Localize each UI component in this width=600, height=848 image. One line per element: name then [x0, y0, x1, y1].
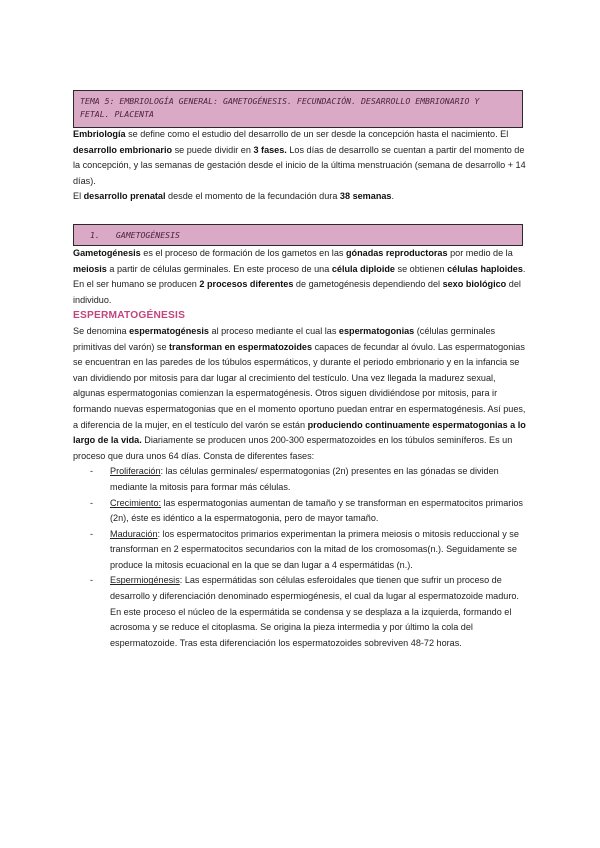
spermatogenesis-heading: ESPERMATOGÉNESIS — [73, 310, 186, 322]
list-item-espermiogenesis: - Espermiogénesis: Las espermátidas son células esferoidales que tienen que sufrir un proceso de desarrollo y diferenciación denominado espermiogénesis, el cual da lugar al espermatozoide maduro. En este proceso el núcleo de la espermátida se condensa y se desplaza a la izquierda, formando el acrosoma y se reduce el citoplasma. Se origina la pieza intermedia y por último la cola del espermatozoide. Tras esta diferenciación los espermatozoides sobreviven 48-72 horas. — [73, 573, 529, 651]
spermatogenesis-paragraph: Se denomina espermatogénesis al proceso mediante el cual las espermatogonias (células germinales primitivas del varón) se transforman en espermatozoides capaces de fecundar al óvulo. Las espermatogonias se encuentran en las paredes de los túbulos espermáticos, y durante el periodo embrionario y en la infancia se van dividiendo por mitosis para dar lugar al crecimiento del testículo. Una vez llegada la madurez sexual, algunas espermatogonias comienzan la espermatogénesis. Otros siguen dividiéndose por mitosis, para ir formando nuevas espermatogonias que en el momento oportuno puedan entrar en espermatogénesis. Así pues, a diferencia de la mujer, en el testículo del varón se están produciendo continuamente espermatogonias a lo largo de la vida. Diariamente se producen unos 200-300 espermatozoides en los túbulos seminíferos. Es un proceso que dura unos 64 días. Consta de diferentes fases: — [73, 325, 526, 461]
list-item-proliferacion: - Proliferación: las células germinales/ espermatogonias (2n) presentes en las gónadas se dividen mediante la mitosis para formar más células. — [73, 464, 529, 495]
gametogenesis-section — [73, 246, 529, 651]
topic-title-line-1: TEMA 5: EMBRIOLOGÍA GENERAL: GAMETOGÉNESIS. FECUNDACIÓN. DESARROLLO EMBRIONARIO Y — [80, 96, 480, 106]
section-title: GAMETOGÉNESIS — [115, 230, 180, 240]
phases-list — [73, 464, 529, 651]
term-38-semanas: 38 semanas — [339, 191, 392, 202]
topic-title-banner — [73, 90, 523, 128]
term-embriologia: Embriología — [73, 129, 126, 139]
section-number: 1. — [90, 230, 100, 240]
list-item-maduracion: - Maduración: los espermatocitos primarios experimentan la primera meiosis o mitosis reduccional y se transforman en 2 espermatocitos secundarios con la mitad de los cromosomas(n.). Seguidamente se produce la mitosis ecuacional en la que se dan lugar a 4 espermátidas (n.). — [73, 527, 529, 574]
gametogenesis-paragraph: Gametogénesis es el proceso de formación de los gametos en las gónadas reproductoras por medio de la meiosis a partir de células germinales. En este proceso de una célula diploide se obtienen células haploides. — [73, 248, 526, 274]
section-banner-gametogenesis — [73, 224, 523, 246]
topic-title-line-2: FETAL. PLACENTA — [80, 109, 154, 119]
prenatal-paragraph: El desarrollo prenatal desde el momento de la fecundación dura 38 semanas. — [73, 191, 395, 202]
term-desarrollo-prenatal: desarrollo prenatal — [83, 191, 166, 202]
term-3-fases: 3 fases. — [253, 144, 287, 155]
list-item-crecimiento: - Crecimiento: las espermatogonias aumentan de tamaño y se transforman en espermatocitos primarios (2n), éste es idéntico a la espermatogonia, pero de mayor tamaño. — [73, 496, 529, 527]
intro-section — [73, 127, 529, 205]
gametogenesis-processes-paragraph: En el ser humano se producen 2 procesos diferentes de gametogénesis dependiendo del sexo biológico del individuo. — [73, 279, 521, 305]
term-desarrollo-embrionario: desarrollo embrionario — [73, 144, 173, 155]
intro-paragraph: Embriología se define como el estudio del desarrollo de un ser desde la concepción hasta el nacimiento. El desarrollo embrionario se puede dividir en 3 fases. Los días de desarrollo se cuentan a partir del momento de la concepción, y las semanas de gestación desde el inicio de la última menstruación (semana de desarrollo + 14 días). — [73, 129, 526, 186]
